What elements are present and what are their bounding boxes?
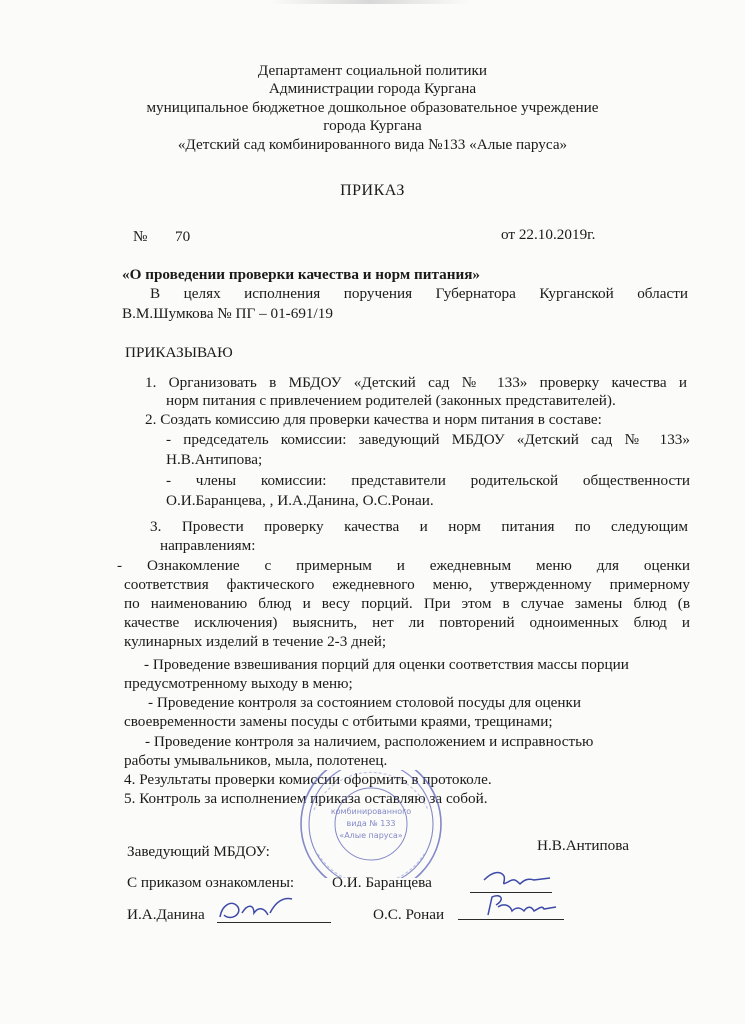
acknowledgement-name-3: О.С. Ронаи [373, 906, 445, 923]
stamp-text-line-1: комбинированного [330, 807, 412, 816]
item-4: 4. Результаты проверки комиссии оформить в протоколе. [124, 771, 492, 788]
stamp-text-line-2: вида № 133 [346, 819, 396, 828]
item-3-line-2: направлениям: [160, 537, 256, 554]
head-name: Н.В.Антипова [537, 837, 629, 854]
item-2-line-1: 2. Создать комиссию для проверки качества и норм питания в составе: [145, 411, 602, 428]
header-department: Департамент социальной политики [257, 62, 488, 79]
direction-3-line-2: своевременности замены посуды с отбитыми краями, трещинами; [124, 713, 553, 730]
stamp-text-line-3: «Алые паруса» [339, 831, 403, 840]
direction-1-line-2: соответствия фактического ежедневного меню, утвержденному примерному [124, 576, 690, 593]
item-5: 5. Контроль за исполнением приказа оставляю за собой. [124, 790, 488, 807]
order-date: от 22.10.2019г. [501, 226, 596, 243]
direction-4-line-1: - Проведение контроля за наличием, расположением и исправностью [145, 733, 594, 750]
direction-1-line-3: по наименованию блюд и весу порций. При этом в случае замены блюд (в [124, 595, 690, 612]
signature-ronai [482, 891, 562, 921]
item-1-line-1: 1. Организовать в МБДОУ «Детский сад № 133» проверку качества и [145, 374, 687, 391]
acknowledgement-name-1: О.И. Баранцева [332, 874, 432, 891]
institution-stamp [296, 770, 446, 878]
direction-2-line-2: предусмотренному выходу в меню; [124, 675, 353, 692]
direction-1-line-5: кулинарных изделий в течение 2-3 дней; [124, 633, 387, 650]
direction-1-line-4: качестве исключения) выяснить, нет ли повторений одноименных блюд и [124, 614, 690, 631]
item-2-line-3: Н.В.Антипова; [166, 451, 263, 468]
order-subject: «О проведении проверки качества и норм питания» [122, 266, 481, 283]
preamble-line-1: В целях исполнения поручения Губернатора Курганской области [150, 285, 688, 302]
order-number: 70 [175, 228, 191, 245]
head-signature-label: Заведующий МБДОУ: [127, 843, 270, 860]
item-2-line-2: - председатель комиссии: заведующий МБДОУ «Детский сад № 133» [166, 431, 690, 448]
direction-1-line-1: - Ознакомление с примерным и ежедневным меню для оценки [117, 557, 690, 574]
header-institution-name: «Детский сад комбинированного вида №133 «Алые паруса» [177, 136, 568, 153]
item-2-line-4: - члены комиссии: представители родительской общественности [166, 472, 690, 489]
header-administration: Администрации города Кургана [268, 80, 477, 97]
direction-2-line-1: - Проведение взвешивания порций для оценки соответствия массы порции [144, 656, 629, 673]
order-keyword: ПРИКАЗЫВАЮ [125, 344, 233, 361]
signature-danina [214, 893, 300, 927]
preamble-line-2: В.М.Шумкова № ПГ – 01-691/19 [122, 305, 333, 322]
scan-artifact [270, 0, 470, 4]
direction-4-line-2: работы умывальников, мыла, полотенец. [124, 752, 388, 769]
header-city: города Кургана [323, 117, 422, 134]
item-2-line-5: О.И.Баранцева, , И.А.Данина, О.С.Ронаи. [166, 492, 434, 509]
item-3-line-1: 3. Провести проверку качества и норм питания по следующим [150, 518, 688, 535]
item-1-line-2: норм питания с привлечением родителей (законных представителей). [166, 392, 616, 409]
document-title: ПРИКАЗ [340, 182, 405, 199]
signature-baranceva [478, 866, 558, 892]
direction-3-line-1: - Проведение контроля за состоянием столовой посуды для оценки [148, 694, 582, 711]
header-institution-type: муниципальное бюджетное дошкольное образовательное учреждение [146, 99, 599, 116]
order-number-label: № [133, 228, 148, 245]
acknowledgement-label: С приказом ознакомлены: [127, 874, 295, 891]
acknowledgement-name-2: И.А.Данина [127, 906, 205, 923]
